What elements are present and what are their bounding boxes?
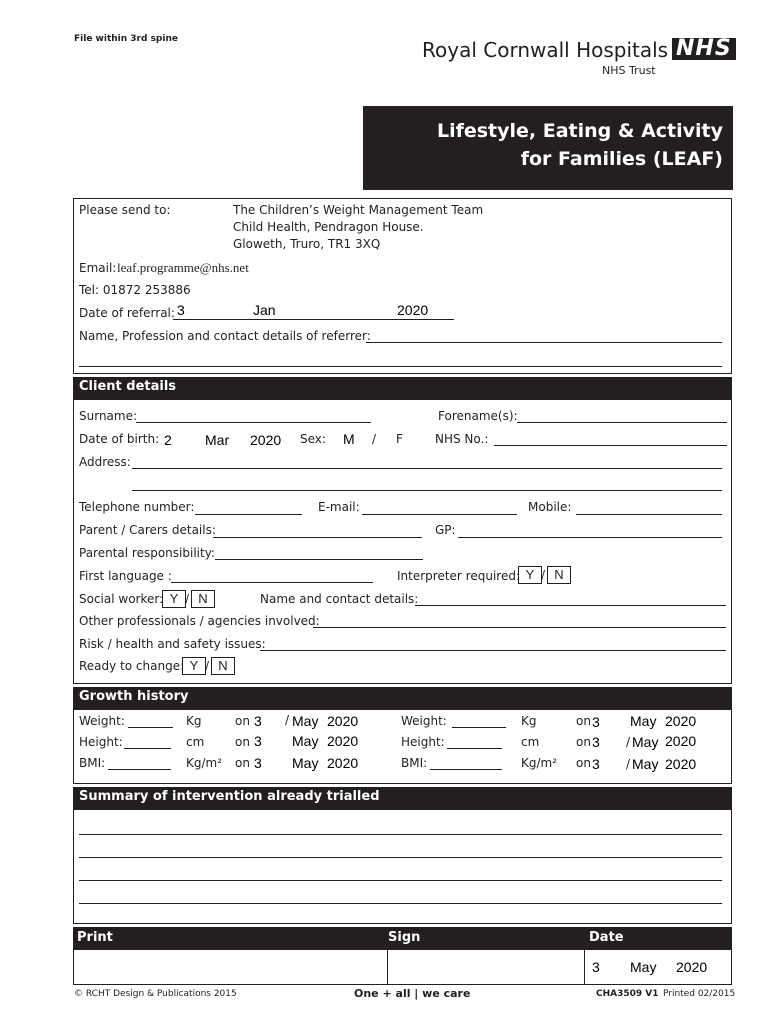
summary-line-2[interactable] xyxy=(79,857,722,858)
ready-label: Ready to change: xyxy=(79,659,185,673)
address-label: Address: xyxy=(79,455,131,469)
title-line-2: for Families (LEAF) xyxy=(520,148,723,170)
other-prof-line[interactable] xyxy=(313,627,726,628)
interpreter-yes-box[interactable]: Y xyxy=(518,566,542,584)
client-email-line[interactable] xyxy=(362,514,517,515)
bmi-unit-1: Kg/m² xyxy=(186,756,223,770)
surname-line[interactable] xyxy=(136,422,371,423)
summary-line-4[interactable] xyxy=(79,903,722,904)
client-email-label: E-mail: xyxy=(318,500,360,514)
weight-line-1[interactable] xyxy=(128,727,173,728)
interpreter-slash: / xyxy=(541,568,546,582)
summary-section xyxy=(73,809,732,924)
bmi-year-2[interactable]: 2020 xyxy=(665,756,697,772)
sign-date-month[interactable]: May xyxy=(630,959,657,975)
bmi-unit-2: Kg/m² xyxy=(521,756,558,770)
name-contact-line[interactable] xyxy=(415,605,726,606)
height-slash-2: / xyxy=(626,735,631,749)
sign-date-day[interactable]: 3 xyxy=(592,959,600,975)
social-worker-no-box[interactable]: N xyxy=(191,590,215,608)
print-label: Print xyxy=(77,930,113,945)
referrer-line-2[interactable] xyxy=(79,366,722,367)
bmi-month-1[interactable]: May xyxy=(292,755,319,771)
interpreter-no-box[interactable]: N xyxy=(547,566,571,584)
bmi-label-2: BMI: xyxy=(401,756,428,770)
height-label-1: Height: xyxy=(79,735,123,749)
first-language-line[interactable] xyxy=(171,582,373,583)
sex-separator: / xyxy=(372,432,377,446)
title-banner xyxy=(363,106,733,190)
weight-label-2: Weight: xyxy=(401,714,447,728)
send-address-1: The Children’s Weight Management Team xyxy=(233,203,484,217)
referrer-label: Name, Profession and contact details of referrer: xyxy=(79,329,371,343)
mobile-line[interactable] xyxy=(576,514,722,515)
height-day-2[interactable]: 3 xyxy=(592,734,600,750)
gp-line[interactable] xyxy=(458,537,722,538)
slogan: One + all | we care xyxy=(354,987,471,1000)
bmi-year-1[interactable]: 2020 xyxy=(327,755,359,771)
nhs-no-line[interactable] xyxy=(494,445,727,446)
forename-label: Forename(s): xyxy=(438,409,518,423)
referral-day[interactable]: 3 xyxy=(177,302,185,318)
height-line-2[interactable] xyxy=(447,748,502,749)
ready-slash: / xyxy=(205,659,210,673)
summary-line-3[interactable] xyxy=(79,880,722,881)
weight-unit-1: Kg xyxy=(186,714,202,728)
print-field[interactable] xyxy=(73,949,388,985)
bmi-line-2[interactable] xyxy=(430,769,502,770)
bmi-day-1[interactable]: 3 xyxy=(254,755,262,771)
send-address-3: Gloweth, Truro, TR1 3XQ xyxy=(233,237,381,251)
height-line-1[interactable] xyxy=(124,748,171,749)
nhs-logo: NHS xyxy=(672,38,736,60)
form-code: CHA3509 V1 xyxy=(596,989,659,999)
dob-month[interactable]: Mar xyxy=(205,432,230,448)
parental-resp-label: Parental responsibility: xyxy=(79,546,215,560)
height-on-2: on xyxy=(576,735,591,749)
email-value: leaf.programme@nhs.net xyxy=(117,260,249,275)
surname-label: Surname: xyxy=(79,409,138,423)
sex-m-option[interactable]: M xyxy=(343,431,355,447)
sex-label: Sex: xyxy=(300,432,326,446)
sign-date-year[interactable]: 2020 xyxy=(676,959,708,975)
risk-label: Risk / health and safety issues: xyxy=(79,637,266,651)
other-prof-label: Other professionals / agencies involved: xyxy=(79,614,320,628)
parent-label: Parent / Carers details: xyxy=(79,523,216,537)
address-line-2[interactable] xyxy=(132,490,722,491)
interpreter-label: Interpreter required: xyxy=(397,569,520,583)
bmi-on-2: on xyxy=(576,756,591,770)
weight-slash-1: / xyxy=(285,713,290,727)
height-on-1: on xyxy=(235,735,250,749)
weight-year-1[interactable]: 2020 xyxy=(327,713,359,729)
sign-field[interactable] xyxy=(388,949,585,985)
client-details-header: Client details xyxy=(73,377,732,399)
sign-header xyxy=(73,927,732,949)
bmi-line-1[interactable] xyxy=(108,769,171,770)
copyright: © RCHT Design & Publications 2015 xyxy=(74,989,237,999)
height-day-1[interactable]: 3 xyxy=(254,733,262,749)
first-language-label: First language : xyxy=(79,569,172,583)
bmi-day-2[interactable]: 3 xyxy=(592,756,600,772)
trust-name: NHS Trust xyxy=(602,64,656,77)
send-label: Please send to: xyxy=(79,203,171,217)
date-label: Date xyxy=(589,930,624,945)
weight-day-2[interactable]: 3 xyxy=(592,714,600,730)
bmi-on-1: on xyxy=(235,756,250,770)
dob-label: Date of birth: xyxy=(79,432,160,446)
height-label-2: Height: xyxy=(401,735,445,749)
forename-line[interactable] xyxy=(517,422,727,423)
weight-year-2[interactable]: 2020 xyxy=(665,713,697,729)
ready-yes-box[interactable]: Y xyxy=(182,657,206,675)
referral-date-line xyxy=(173,319,454,320)
weight-day-1[interactable]: 3 xyxy=(254,713,262,729)
printed-date: Printed 02/2015 xyxy=(663,989,736,999)
summary-line-1[interactable] xyxy=(79,834,722,835)
dob-year[interactable]: 2020 xyxy=(250,432,282,448)
height-year-2[interactable]: 2020 xyxy=(665,733,697,749)
address-line-1[interactable] xyxy=(132,468,722,469)
weight-label-1: Weight: xyxy=(79,714,125,728)
summary-header: Summary of intervention already trialled xyxy=(73,787,732,809)
weight-on-1: on xyxy=(235,714,250,728)
file-note: File within 3rd spine xyxy=(74,34,178,44)
bmi-month-2[interactable]: May xyxy=(632,756,659,772)
social-worker-slash: / xyxy=(185,592,190,606)
weight-unit-2: Kg xyxy=(521,714,537,728)
telephone-line[interactable] xyxy=(195,514,302,515)
sign-label: Sign xyxy=(388,930,421,945)
ready-no-box[interactable]: N xyxy=(211,657,235,675)
title-line-1: Lifestyle, Eating & Activity xyxy=(436,120,723,142)
referral-month[interactable]: Jan xyxy=(253,302,276,318)
bmi-slash-2: / xyxy=(626,757,631,771)
weight-line-2[interactable] xyxy=(452,727,506,728)
height-unit-2: cm xyxy=(521,735,540,749)
referrer-line[interactable] xyxy=(366,342,722,343)
org-name: Royal Cornwall Hospitals xyxy=(422,38,669,62)
mobile-label: Mobile: xyxy=(528,500,572,514)
name-contact-label: Name and contact details: xyxy=(260,592,419,606)
parental-resp-line[interactable] xyxy=(215,559,423,560)
dob-day[interactable]: 2 xyxy=(164,432,172,448)
weight-month-2[interactable]: May xyxy=(630,713,657,729)
send-address-2: Child Health, Pendragon House. xyxy=(233,220,424,234)
telephone-label: Telephone number: xyxy=(79,500,195,514)
growth-history-header: Growth history xyxy=(73,687,732,709)
referral-year[interactable]: 2020 xyxy=(397,302,429,318)
weight-month-1[interactable]: May xyxy=(292,713,319,729)
social-worker-yes-box[interactable]: Y xyxy=(162,590,186,608)
height-month-2[interactable]: May xyxy=(632,734,659,750)
height-year-1[interactable]: 2020 xyxy=(327,733,359,749)
gp-label: GP: xyxy=(435,523,456,537)
referral-label: Date of referral: xyxy=(79,306,175,320)
email-label: Email: xyxy=(79,261,117,275)
height-month-1[interactable]: May xyxy=(292,733,319,749)
risk-line[interactable] xyxy=(260,650,726,651)
bmi-label-1: BMI: xyxy=(79,756,106,770)
tel-value: Tel: 01872 253886 xyxy=(79,283,191,297)
weight-on-2: on xyxy=(576,714,591,728)
nhs-no-label: NHS No.: xyxy=(435,432,489,446)
social-worker-label: Social worker: xyxy=(79,592,164,606)
parent-line[interactable] xyxy=(213,537,422,538)
sex-f-option[interactable]: F xyxy=(396,432,403,446)
height-unit-1: cm xyxy=(186,735,205,749)
